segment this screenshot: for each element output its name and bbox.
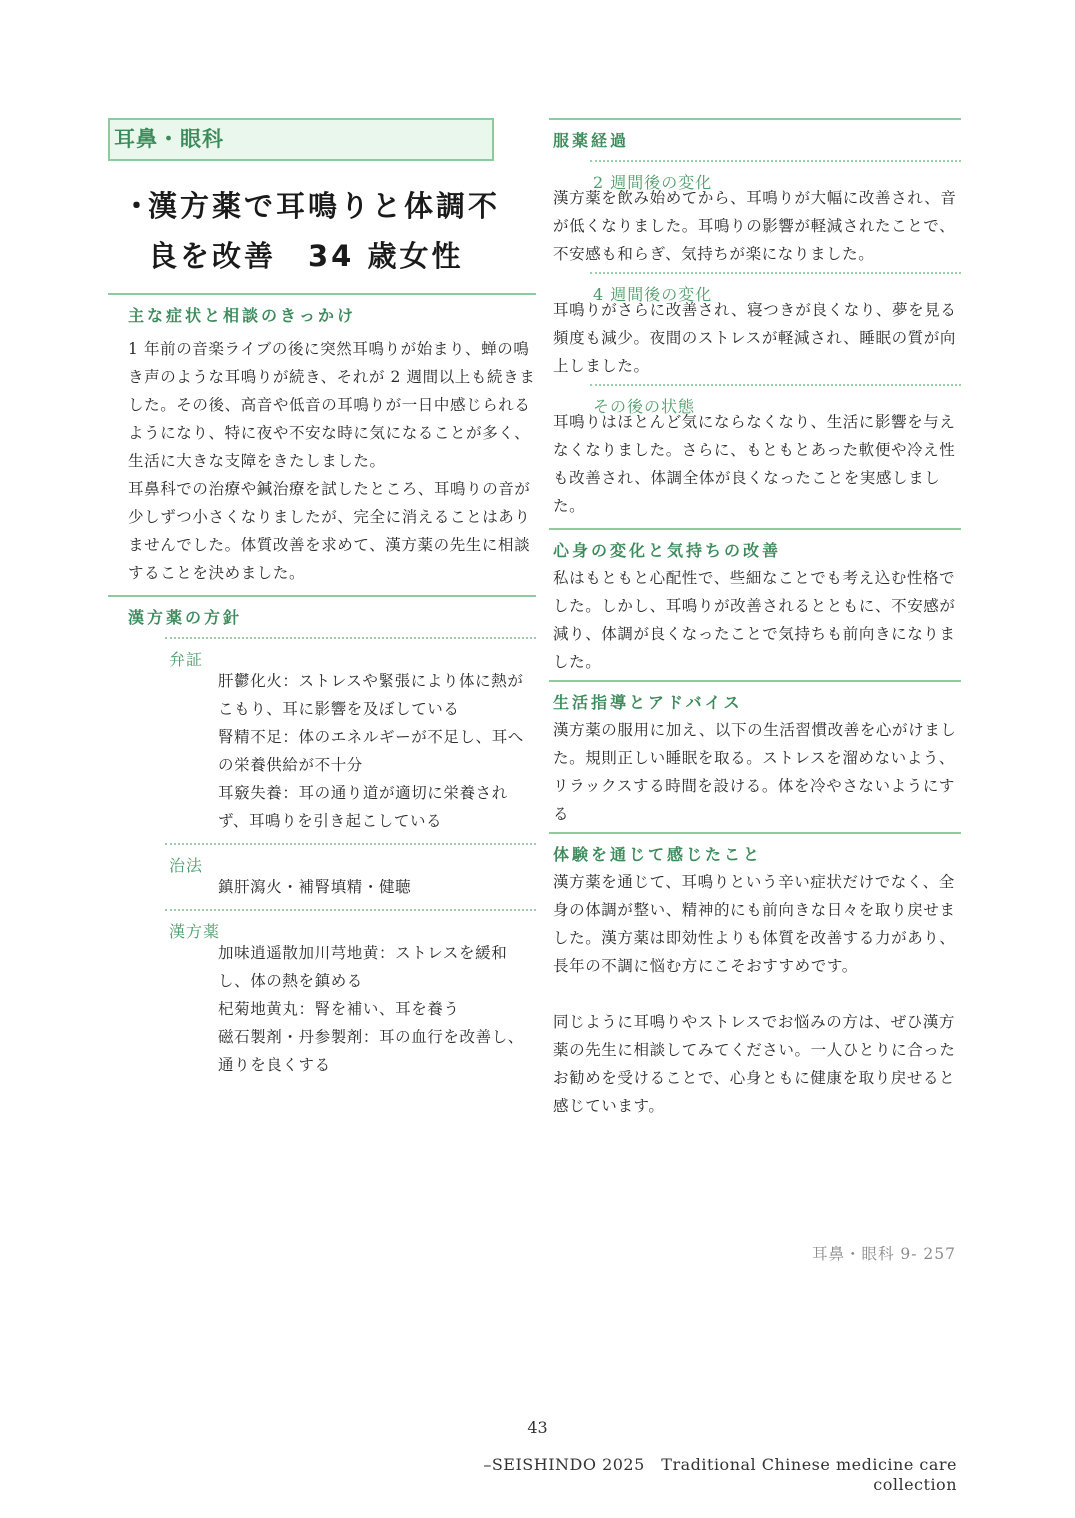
advice-text: 漢方薬の服用に加え、以下の生活習慣改善を心がけました。規則正しい睡眠を取る。ストレスを溜めないよう、リラックスする時間を設ける。体を冷やさないようにする [553, 721, 957, 823]
bensho-text: 肝鬱化火：ストレスや緊張により体に熱がこもり、耳に影響を及ぼしている 腎精不足：体のエネルギーが不足し、耳への栄養供給が不十分 耳竅失養：耳の通り道が適切に栄養されず、耳鳴りを引き起こしている [218, 672, 524, 830]
mind-text: 私はもともと心配性で、些細なことでも考え込む性格でした。しかし、耳鳴りが改善されるとともに、不安感が減り、体調が良くなったことで気持ちも前向きになりました。 [553, 569, 956, 671]
chiho-text: 鎮肝瀉火・補腎填精・健聴 [218, 878, 412, 896]
experience-heading: 体験を通じて感じたこと [549, 832, 961, 862]
after-text: 耳鳴りはほとんど気にならなくなり、生活に影響を与えなくなりました。さらに、もともとあった軟便や冷え性も改善され、体調全体が良くなったことを実感しました。 [553, 413, 956, 515]
article-title [108, 181, 536, 281]
category-label: 耳鼻・眼科 [108, 118, 494, 161]
week4-text: 耳鳴りがさらに改善され、寝つきが良くなり、夢を見る頻度も減少。夜間のストレスが軽減され、睡眠の質が向上しました。 [553, 301, 957, 375]
symptoms-heading: 主な症状と相談のきっかけ [108, 293, 536, 323]
policy-heading: 漢方薬の方針 [108, 595, 536, 625]
week2-label: 2 週間後の変化 [590, 160, 961, 196]
week2-text: 漢方薬を飲み始めてから、耳鳴りが大幅に改善され、音が低くなりました。耳鳴りの影響が軽減されたことで、不安感も和らぎ、気持ちが楽になりました。 [553, 189, 957, 263]
footer-credit: –SEISHINDO 2025 Traditional Chinese medicine care collection [483, 1455, 957, 1494]
title-line-1: 漢方薬で耳鳴りと体調不 [148, 189, 501, 223]
chiho-label: 治法 [165, 843, 536, 879]
experience-text: 漢方薬を通じて、耳鳴りという辛い症状だけでなく、全身の体調が整い、精神的にも前向きな日々を取り戻せました。漢方薬は即効性よりも体質を改善する力があり、長年の不調に悩む方にこそおすすめです。 同じように耳鳴りやストレスでお悩みの方は、ぜひ漢方薬の先生に相談してみてください。一人ひとりに合ったお勧めを受けることで、心身ともに健康を取り戻せると感じています。 [553, 873, 956, 1115]
page-number: 43 [527, 1418, 548, 1437]
title-line-2: 良を改善 34 歳女性 [148, 239, 464, 273]
progress-heading: 服薬経過 [549, 118, 961, 148]
left-column [108, 118, 536, 1087]
mind-heading: 心身の変化と気持ちの改善 [549, 528, 961, 558]
symptoms-text: 1 年前の音楽ライブの後に突然耳鳴りが始まり、蝉の鳴き声のような耳鳴りが続き、それが 2 週間以上も続きました。その後、高音や低音の耳鳴りが一日中感じられるようになり、特に夜や不安な時に気になることが多く、生活に大きな支障をきたしました。 耳鼻科での治療や鍼治療を試したところ、耳鳴りの音が少しずつ小さくなりましたが、完全に消えることはありませんでした。体質改善を求めて、漢方薬の先生に相談することを決めました。 [128, 340, 536, 582]
kampo-text: 加味逍遥散加川芎地黄：ストレスを緩和し、体の熱を鎮める 杞菊地黄丸：腎を補い、耳を養う 磁石製剤・丹参製剤：耳の血行を改善し、通りを良くする [218, 944, 524, 1074]
title-bullet: ・ [122, 189, 155, 223]
after-label: その後の状態 [590, 384, 961, 420]
week4-label: 4 週間後の変化 [590, 272, 961, 308]
right-column [549, 118, 961, 1120]
section-reference: 耳鼻・眼科 9- 257 [811, 1245, 956, 1263]
advice-heading: 生活指導とアドバイス [549, 680, 961, 710]
kampo-label: 漢方薬 [165, 909, 536, 945]
bensho-label: 弁証 [165, 637, 536, 673]
